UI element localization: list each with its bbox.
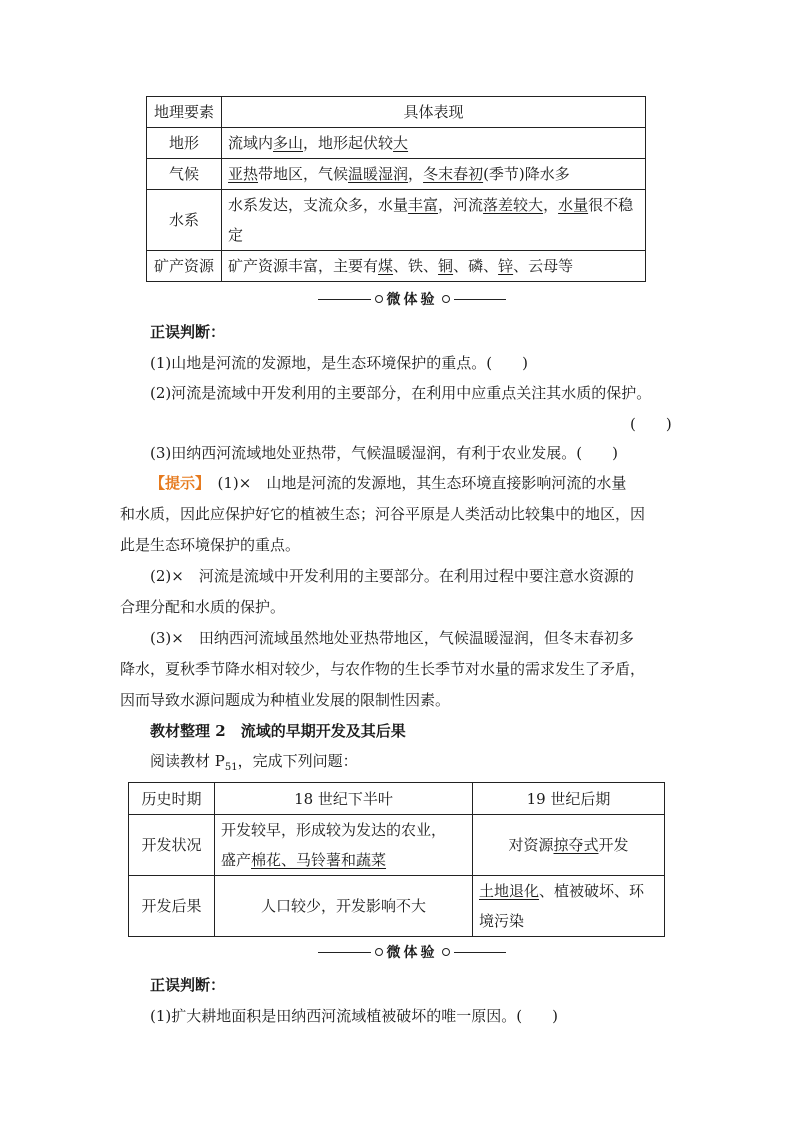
page-subscript: 51 [224, 762, 238, 773]
geo-elements-table [146, 96, 646, 282]
table-row [147, 128, 646, 159]
row-key: 地形 [147, 128, 222, 159]
table-row [129, 876, 665, 937]
answer-text: 和水质，因此应保护好它的植被生态；河谷平原是人类活动比较集中的地区，因 [120, 505, 646, 523]
row-value [222, 128, 646, 159]
circle-icon [375, 948, 383, 956]
answer-text: (1)× 山地是河流的发源地，其生态环境直接影响河流的水量 [202, 474, 627, 492]
cell-line [221, 845, 466, 875]
underlined-text: 铜 [438, 257, 454, 275]
hint-label: 【提示】 [150, 474, 203, 492]
underlined-text: 棉花、马铃薯和蔬菜 [251, 851, 387, 869]
text-segment: (季节)降水多 [483, 165, 570, 183]
underlined-text: 落差较大 [483, 196, 544, 214]
row-value [222, 159, 646, 190]
judge-title: 正误判断： [150, 976, 226, 994]
text-segment: 盛产 [221, 851, 252, 869]
row-value [222, 251, 646, 282]
header-cell: 具体表现 [222, 97, 646, 128]
divider-line [454, 299, 507, 300]
row-value [215, 815, 473, 876]
question-1: (1)扩大耕地面积是田纳西河流域植被破坏的唯一原因。( ) [150, 1007, 558, 1025]
circle-icon [375, 295, 383, 303]
reading-instruction [150, 751, 358, 778]
table-row [129, 815, 665, 876]
early-development-table [128, 782, 665, 937]
answer-text: 因而导致水源问题成为种植业发展的限制性因素。 [120, 691, 451, 709]
underlined-text: 大 [393, 134, 409, 152]
cell-line: 开发较早，形成较为发达的农业， [221, 821, 447, 839]
circle-icon [442, 295, 450, 303]
section-heading [150, 721, 406, 741]
question-3: (3)田纳西河流域地处亚热带，气候温暖湿润，有利于农业发展。( ) [150, 444, 618, 462]
text-segment: 、云母等 [513, 257, 574, 275]
row-value [222, 190, 646, 251]
answer-text: 降水，夏秋季节降水相对较少，与农作物的生长季节对水量的需求发生了矛盾， [120, 660, 646, 678]
underlined-text: 锌 [498, 257, 514, 275]
judge-title: 正误判断： [150, 323, 226, 341]
answer-3: (3)× 田纳西河流域虽然地处亚热带地区，气候温暖湿润，但冬末春初多 [150, 629, 634, 647]
heading-number: 教材整理 2 [150, 722, 226, 740]
underlined-text: 温暖湿润 [348, 165, 409, 183]
divider-label: 微体验 [386, 292, 438, 308]
header-cell: 19 世纪后期 [473, 783, 665, 815]
underlined-text: 水量 [558, 196, 589, 214]
row-key: 开发状况 [129, 815, 215, 876]
question-1: (1)山地是河流的发源地，是生态环境保护的重点。( ) [150, 354, 528, 372]
row-value [473, 815, 665, 876]
divider-line [454, 952, 507, 953]
text-segment: 很不稳定 [228, 196, 634, 244]
row-key: 矿产资源 [147, 251, 222, 282]
underlined-text: 亚热 [228, 165, 259, 183]
underlined-text: 丰富 [408, 196, 439, 214]
divider-line [318, 299, 371, 300]
text-segment: 带地区，气候 [258, 165, 349, 183]
divider-line [318, 952, 371, 953]
table-row [147, 159, 646, 190]
row-key: 气候 [147, 159, 222, 190]
table-header-row [129, 783, 665, 815]
text-segment: 、植被破坏、环境污染 [479, 882, 645, 930]
header-cell: 18 世纪下半叶 [215, 783, 473, 815]
text-segment: 对资源 [508, 836, 554, 854]
heading-text: 流域的早期开发及其后果 [240, 722, 406, 740]
header-cell: 历史时期 [129, 783, 215, 815]
text-segment: 、铁、 [393, 257, 439, 275]
circle-icon [442, 948, 450, 956]
answer-paren: ( ) [630, 415, 672, 433]
section-divider [318, 291, 506, 307]
section-divider [318, 944, 506, 960]
text-segment: 水系发达，支流众多，水量 [228, 196, 409, 214]
header-cell: 地理要素 [147, 97, 222, 128]
answer-text: 此是生态环境保护的重点。 [120, 536, 301, 554]
hint-answer-1 [150, 473, 626, 493]
answer-text: 合理分配和水质的保护。 [120, 598, 286, 616]
text-segment: 开发 [598, 836, 629, 854]
question-2: (2)河流是流域中开发利用的主要部分，在利用中应重点关注其水质的保护。 [150, 384, 652, 402]
underlined-text: 多山 [273, 134, 304, 152]
reading-text: ，完成下列问题： [237, 752, 358, 770]
underlined-text: 土地退化 [479, 882, 540, 900]
text-segment: 、磷、 [453, 257, 499, 275]
row-value [473, 876, 665, 937]
underlined-text: 冬末春初 [423, 165, 484, 183]
text-segment: 流域内 [228, 134, 274, 152]
text-segment: ，地形起伏较 [303, 134, 394, 152]
text-segment: ， [408, 165, 424, 183]
text-segment: ， [543, 196, 559, 214]
divider-label: 微体验 [386, 945, 438, 961]
table-header-row [147, 97, 646, 128]
table-row [147, 251, 646, 282]
underlined-text: 掠夺式 [553, 836, 599, 854]
row-key: 水系 [147, 190, 222, 251]
row-value: 人口较少，开发影响不大 [215, 876, 473, 937]
underlined-text: 煤 [378, 257, 394, 275]
text-segment: 矿产资源丰富，主要有 [228, 257, 379, 275]
text-segment: ，河流 [438, 196, 484, 214]
answer-2: (2)× 河流是流域中开发利用的主要部分。在利用过程中要注意水资源的 [150, 567, 634, 585]
reading-text: 阅读教材 P [150, 752, 225, 770]
table-row [147, 190, 646, 251]
row-key: 开发后果 [129, 876, 215, 937]
